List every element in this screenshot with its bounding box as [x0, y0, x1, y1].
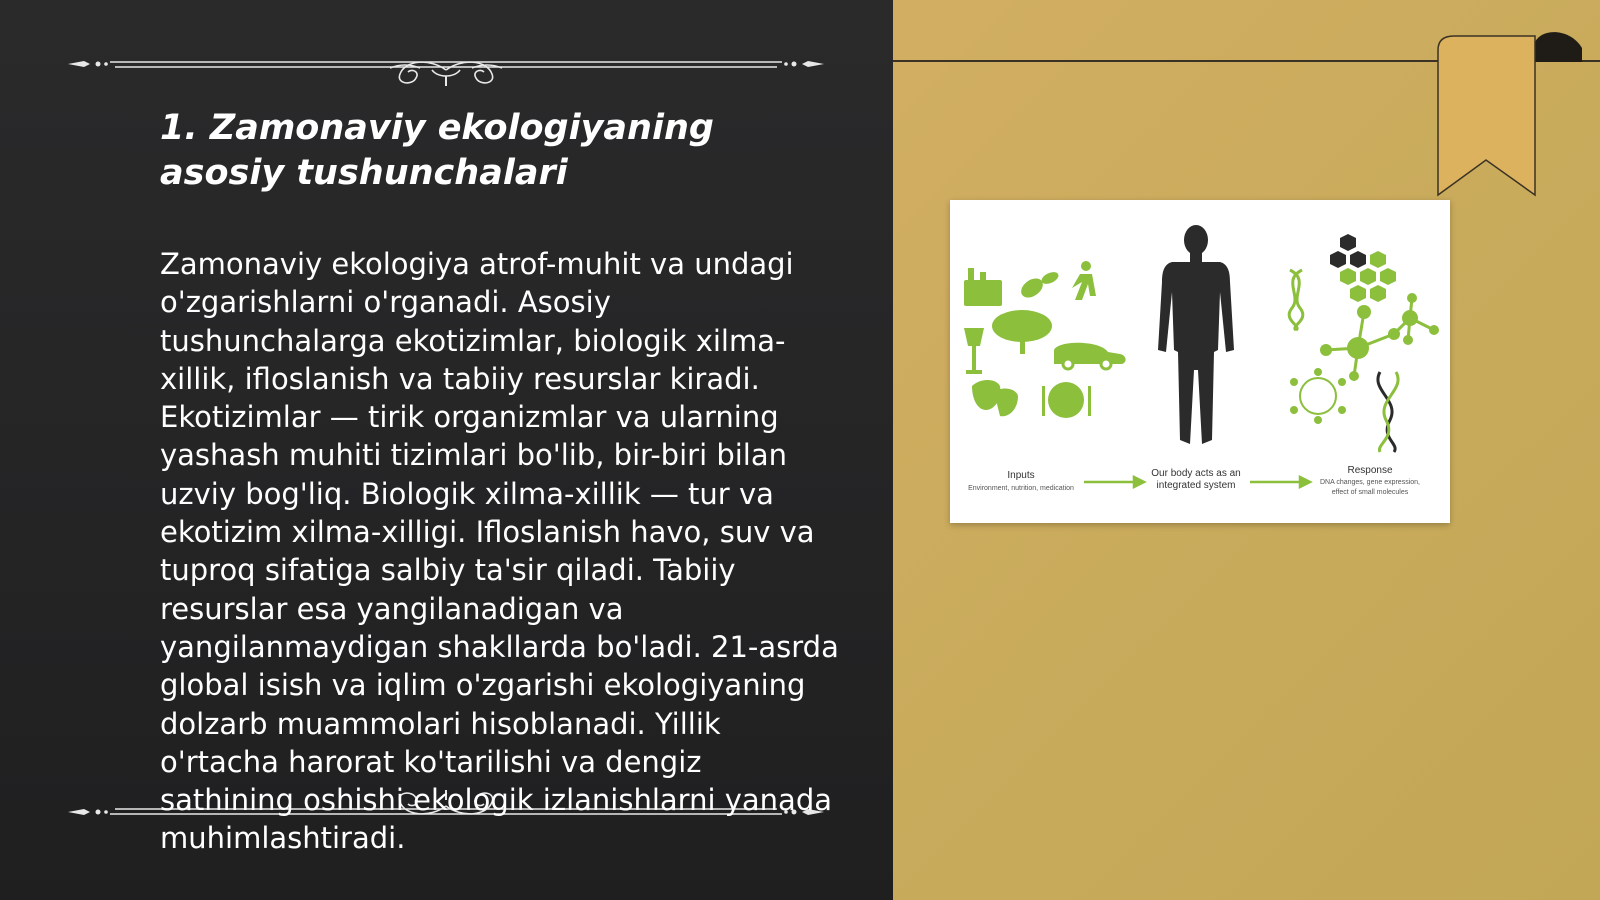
- slide-title: 1. Zamonaviy ekologiyaning asosiy tushunchalari: [160, 108, 714, 193]
- bookmark-ribbon-icon: [1430, 30, 1590, 200]
- slide-body-text: Zamonaviy ekologiya atrof-muhit va undagi o'zgarishlarni o'rganadi. Asosiy tushunchalarga ekotizimlar, biologik xilma-xillik, ifloslanish va tabiiy resurslar kiradi. Ekotizimlar — tirik organizmlar va ularning yashash muhiti tizimlari bo'lib, bir-biri bilan uzviy bog'liq. Biologik xilma-xillik — tur va ekotizim xilma-xilligi. Ifloslanish havo, suv va tuproq sifatiga salbiy ta'sir qiladi. Tabiiy resurslar esa yangilanadigan va yangilanmaydigan shakllarda bo'ladi. 21-asrda global isish va iqlim o'zgarishi ekologiyaning dolzarb muammolari hisoblanadi. Yillik o'rtacha harorat ko'tarilishi va dengiz sathining oshishi ekologik izlanishlarni yanada muhimlashtiradi.: [160, 247, 839, 856]
- figure-inputs-label: Inputs: [1007, 470, 1035, 481]
- figure-response-sublabel-2: effect of small molecules: [1331, 489, 1409, 496]
- figure-inputs-sublabel: Environment, nutrition, medication: [968, 485, 1074, 492]
- figure-response-sublabel-1: DNA changes, gene expression,: [1319, 479, 1421, 486]
- figure-body-label-1: Our body acts as an: [1151, 468, 1241, 479]
- figure-response-label: Response: [1347, 465, 1393, 476]
- figure-image: [950, 200, 1450, 523]
- ornament-top-divider: [60, 48, 832, 88]
- figure-body-label-2: integrated system: [1156, 480, 1236, 491]
